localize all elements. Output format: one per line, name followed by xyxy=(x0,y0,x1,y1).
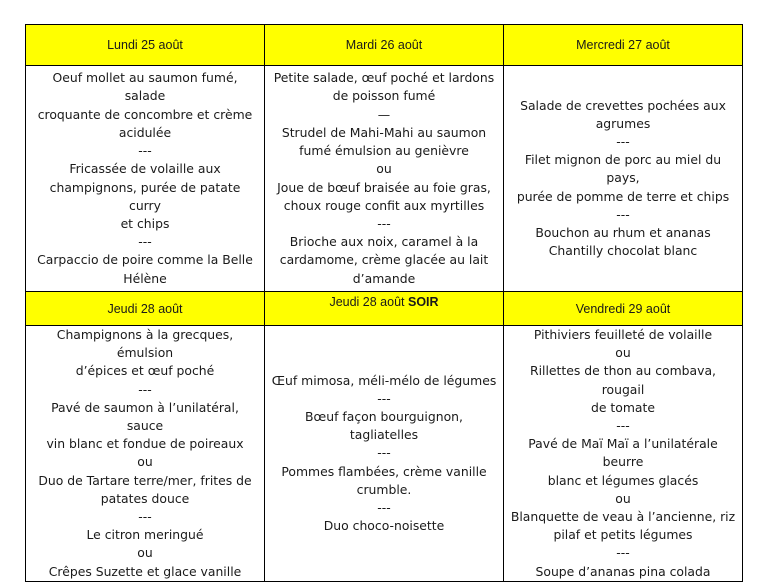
menu-line: purée de pomme de terre et chips xyxy=(516,188,730,204)
menu-line: cardamome, crème glacée au lait xyxy=(279,252,489,268)
menu-line: Strudel de Mahi-Mahi au saumon xyxy=(281,124,487,140)
menu-line: Joue de bœuf braisée au foie gras, xyxy=(277,179,491,195)
menu-line: Filet mignon de porc au miel du pays, xyxy=(524,152,722,186)
menu-cell-friday xyxy=(504,326,743,582)
menu-line: d’amande xyxy=(352,270,416,286)
menu-line: Crêpes Suzette et glace vanille xyxy=(48,563,242,579)
menu-line: patates douce xyxy=(100,490,190,506)
menu-line: Le citron meringué xyxy=(86,527,204,543)
menu-line: --- xyxy=(377,499,391,515)
day-header-label: Vendredi 29 août xyxy=(575,301,671,316)
menu-line: champignons, purée de patate curry xyxy=(49,179,241,213)
menu-line: ou xyxy=(615,345,631,361)
menu-line: ou xyxy=(376,161,392,177)
menu-line: d’épices et œuf poché xyxy=(75,363,215,379)
menu-line: Chantilly chocolat blanc xyxy=(548,243,698,259)
menu-line: Blanquette de veau à l’ancienne, riz xyxy=(510,509,736,525)
menu-line: Salade de crevettes pochées aux xyxy=(520,97,726,113)
menu-line: Œuf mimosa, méli-mélo de légumes xyxy=(271,372,497,388)
menu-line: Pithiviers feuilleté de volaille xyxy=(533,327,713,342)
menu-line: --- xyxy=(138,143,152,159)
menu-row-week-end xyxy=(26,326,743,582)
menu-cell-monday xyxy=(26,66,265,292)
menu-line: acidulée xyxy=(118,124,172,140)
day-header-monday xyxy=(26,25,265,66)
menu-line: — xyxy=(377,106,391,122)
menu-line: vin blanc et fondue de poireaux xyxy=(46,436,244,452)
menu-line: de tomate xyxy=(590,399,655,415)
day-header-label: Jeudi 28 août xyxy=(107,301,183,316)
menu-cell-tuesday xyxy=(265,66,504,292)
menu-cell-thursday xyxy=(26,326,265,582)
day-header-label: Jeudi 28 août xyxy=(329,295,405,309)
menu-line: Oeuf mollet au saumon fumé, salade xyxy=(52,70,238,104)
menu-line: --- xyxy=(616,133,630,149)
menu-line: ou xyxy=(137,545,153,561)
menu-line: Petite salade, œuf poché et lardons xyxy=(273,70,495,86)
day-header-wednesday xyxy=(504,25,743,66)
menu-line: et chips xyxy=(120,215,170,231)
menu-line: croquante de concombre et crème xyxy=(37,106,253,122)
header-row-week-end xyxy=(26,292,743,326)
menu-line: Brioche aux noix, caramel à la xyxy=(289,234,479,250)
menu-line: --- xyxy=(616,418,630,434)
menu-line: --- xyxy=(377,215,391,231)
day-header-label: Mardi 26 août xyxy=(345,38,423,52)
menu-line: agrumes xyxy=(595,115,651,131)
menu-line: Fricassée de volaille aux xyxy=(69,161,221,177)
menu-line: Champignons à la grecques, émulsion xyxy=(56,327,234,361)
evening-label: SOIR xyxy=(407,295,439,309)
menu-line: Pavé de Maï Maï a l’unilatérale beurre xyxy=(528,436,718,470)
menu-line: choux rouge confit aux myrtilles xyxy=(283,197,485,213)
menu-line: --- xyxy=(377,390,391,406)
day-header-label: Lundi 25 août xyxy=(107,38,183,52)
menu-line: pilaf et petits légumes xyxy=(553,527,693,543)
menu-line: --- xyxy=(377,445,391,461)
menu-line: --- xyxy=(138,234,152,250)
menu-line: Pommes flambées, crème vanille xyxy=(281,463,487,479)
menu-line: fumé émulsion au genièvre xyxy=(299,143,469,159)
menu-line: de poisson fumé xyxy=(332,88,436,104)
day-header-thursday xyxy=(26,292,265,326)
day-header-friday xyxy=(504,292,743,326)
menu-line: Rillettes de thon au combava, rougail xyxy=(530,363,716,397)
menu-row-week-start xyxy=(26,66,743,292)
menu-line: Bœuf façon bourguignon, tagliatelles xyxy=(305,408,463,443)
day-header-label: Mercredi 27 août xyxy=(576,38,670,52)
weekly-menu-table xyxy=(25,24,743,582)
menu-line: ou xyxy=(137,454,153,470)
menu-cell-wednesday xyxy=(504,66,743,292)
menu-line: --- xyxy=(616,545,630,561)
menu-line: crumble. xyxy=(356,481,412,497)
menu-line: blanc et légumes glacés xyxy=(547,472,699,488)
menu-line: Bouchon au rhum et ananas xyxy=(535,225,711,240)
menu-line: Soupe d’ananas pina colada xyxy=(535,563,711,579)
day-header-tuesday xyxy=(265,25,504,66)
menu-line: --- xyxy=(616,206,630,222)
menu-line: Duo choco-noisette xyxy=(323,518,445,534)
menu-line: --- xyxy=(138,509,152,525)
menu-line: Hélène xyxy=(123,270,167,286)
menu-line: ou xyxy=(615,490,631,506)
menu-line: Pavé de saumon à l’unilatéral, sauce xyxy=(51,399,239,434)
menu-cell-thursday-evening xyxy=(265,326,504,582)
header-row-week-start xyxy=(26,25,743,66)
day-header-thursday-evening xyxy=(265,292,504,326)
menu-line: --- xyxy=(138,381,152,397)
menu-line: Carpaccio de poire comme la Belle xyxy=(37,252,253,268)
menu-line: Duo de Tartare terre/mer, frites de xyxy=(38,472,252,488)
